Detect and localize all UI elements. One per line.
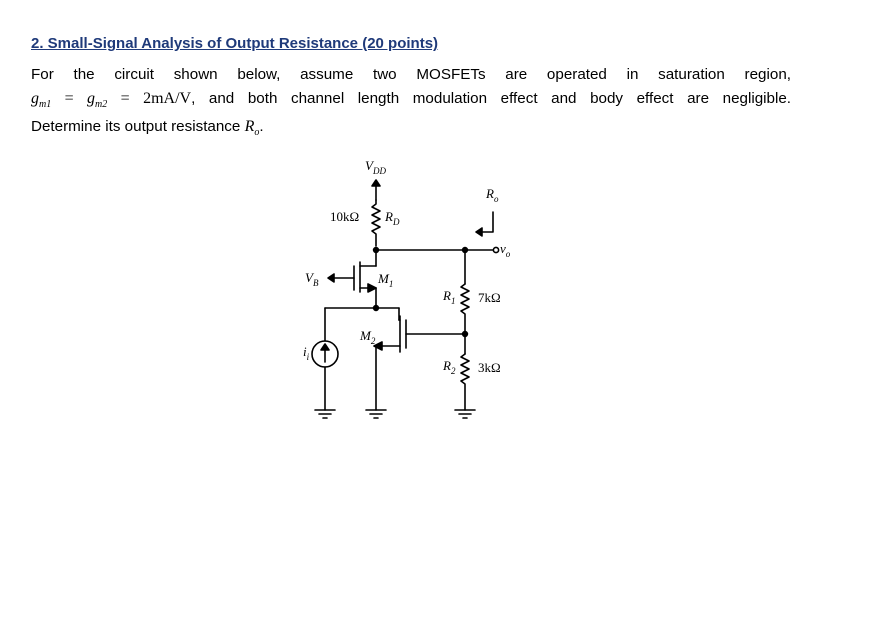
current-source <box>312 308 338 410</box>
r2-name: $R_2$ <box>443 358 456 376</box>
vdd-supply <box>372 180 380 200</box>
gm-equation: $g_{m1} = g_{m2} = 2mA/V$ <box>31 90 192 111</box>
ii-label: $i_i$ <box>303 344 310 362</box>
r2-resistor <box>461 354 469 410</box>
ground-m2 <box>366 410 386 418</box>
output-terminal <box>493 247 498 252</box>
ground-r2 <box>455 410 475 418</box>
rd-value: 10kΩ <box>330 209 360 224</box>
ro-symbol: $R_o$ <box>244 118 260 139</box>
ro-arrow <box>476 212 493 236</box>
m2-label: $M_2$ <box>360 328 376 346</box>
r1-name: $R_1$ <box>443 288 456 306</box>
r2-value: 3kΩ <box>478 360 501 375</box>
m1-transistor <box>328 250 376 308</box>
problem-line-3: Determine its output resistance $R_o$. <box>31 118 264 139</box>
ground-current-source <box>315 410 335 418</box>
rd-name: $R_D$ <box>385 209 400 227</box>
problem-line-2-text: , and both channel length modulation effect and body effect are negligible. <box>191 90 792 107</box>
problem-line-1: For the circuit shown below, assume two MOSFETs are operated in saturation region, <box>31 66 791 83</box>
m2-transistor <box>374 308 465 352</box>
m1-label: $M_1$ <box>378 271 394 289</box>
vb-label: $V_B$ <box>305 270 319 288</box>
ro-label: $R_o$ <box>486 186 499 204</box>
vo-label: $v_o$ <box>500 241 511 259</box>
r1-value: 7kΩ <box>478 290 501 305</box>
r1-resistor <box>461 284 469 334</box>
vdd-label: $V_{DD}$ <box>365 158 386 176</box>
problem-title: 2. Small-Signal Analysis of Output Resistance (20 points) <box>31 35 439 52</box>
rd-resistor <box>372 200 380 246</box>
